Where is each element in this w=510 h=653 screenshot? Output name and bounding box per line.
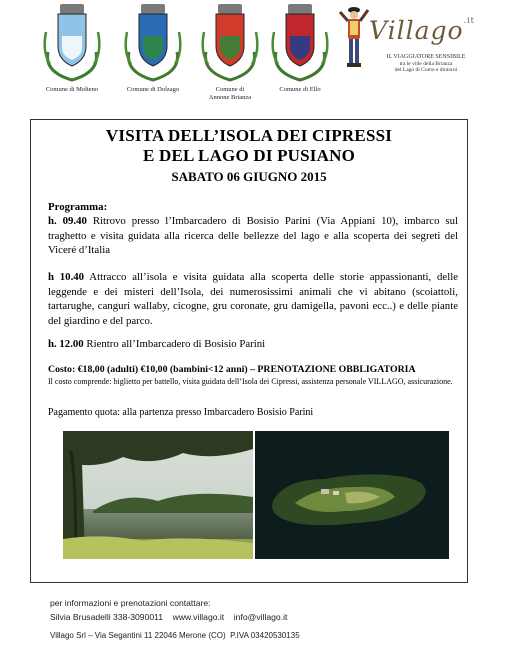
program-item-time: h. 09.40	[48, 215, 87, 227]
program-item-text: Attracco all’isola e visita guidata alla scoperta delle storie appassionanti, delle leggende e dei misteri dell’Isola, dei numerosissimi animali che vi abitano (scoiattoli, tartarughe, canguri wallaby, cicogne, gru coronate, gru damigella, pavoni ecc..) e delle piante del giardino e del parco.	[48, 271, 459, 327]
program-item	[48, 270, 458, 328]
tagline	[371, 54, 481, 74]
lake-photo	[63, 431, 253, 559]
comune-crest	[121, 2, 185, 82]
coat-of-arms-icon	[121, 2, 185, 82]
villago-logo	[335, 2, 485, 80]
event-date: SABATO 06 GIUGNO 2015	[171, 169, 327, 184]
program-item-time: h 10.40	[48, 271, 85, 283]
comune-label: Comune di Ello	[279, 86, 321, 93]
event-title-line-1: VISITA DELL’ISOLA DEI CIPRESSI	[105, 126, 393, 145]
comune-crest	[268, 2, 332, 82]
comune-label: Comune di Dolzago	[126, 86, 180, 93]
comune-crest	[40, 2, 104, 82]
comune-label: Comune di Annone Brianza	[208, 86, 252, 101]
program-item	[48, 214, 458, 258]
comune-label: Comune di Molteno	[45, 86, 99, 93]
program-item-text: Ritrovo presso l’Imbarcadero di Bosisio Parini (Via Appiani 10), imbarco sul traghetto e visita guidata alla ricerca delle bellezze del lago e alla scoperta dei segreti del Viceré d’Italia	[48, 215, 458, 256]
event-title-line-2: E DEL LAGO DI PUSIANO	[142, 146, 356, 165]
program-item	[48, 337, 458, 352]
payment-info: Pagamento quota: alla partenza presso Imbarcadero Bosisio Parini	[48, 407, 314, 418]
traveler-figure-icon	[337, 4, 371, 72]
program-item-time: h. 12.00	[48, 338, 84, 350]
comune-crest	[198, 2, 262, 82]
tagline-line-1: IL VIAGGIATORE SENSIBILE	[386, 54, 466, 60]
island-aerial-photo	[255, 431, 449, 559]
footer-info-label: per informazioni e prenotazioni contattare:	[50, 598, 211, 608]
coat-of-arms-icon	[198, 2, 262, 82]
cost-line: Costo: €18,00 (adulti) €10,00 (bambini<12 anni) – PRENOTAZIONE OBBLIGATORIA	[48, 364, 416, 375]
tagline-line-2: tra le ville della Brianza	[399, 60, 453, 67]
footer-company: Villago Srl – Via Segantini 11 22046 Merone (CO) P.IVA 03420530135	[50, 631, 300, 640]
villago-logo-text: Villago$^{.it}$	[369, 16, 475, 45]
coat-of-arms-icon	[40, 2, 104, 82]
event-box	[30, 119, 468, 583]
coat-of-arms-icon	[268, 2, 332, 82]
tagline-line-3: del Lago di Como e dintorni	[394, 67, 458, 73]
program-item-text: Rientro all’Imbarcadero di Bosisio Parini	[83, 338, 266, 350]
programma-label: Programma:	[48, 201, 108, 213]
footer-contacts: Silvia Brusadelli 338-3090011 www.villago.it info@villago.it	[50, 612, 288, 622]
cost-detail: Il costo comprende: biglietto per battello, visita guidata dell’Isola dei Cipressi, assistenza personale VILLAGO, assicurazione.	[48, 377, 453, 386]
